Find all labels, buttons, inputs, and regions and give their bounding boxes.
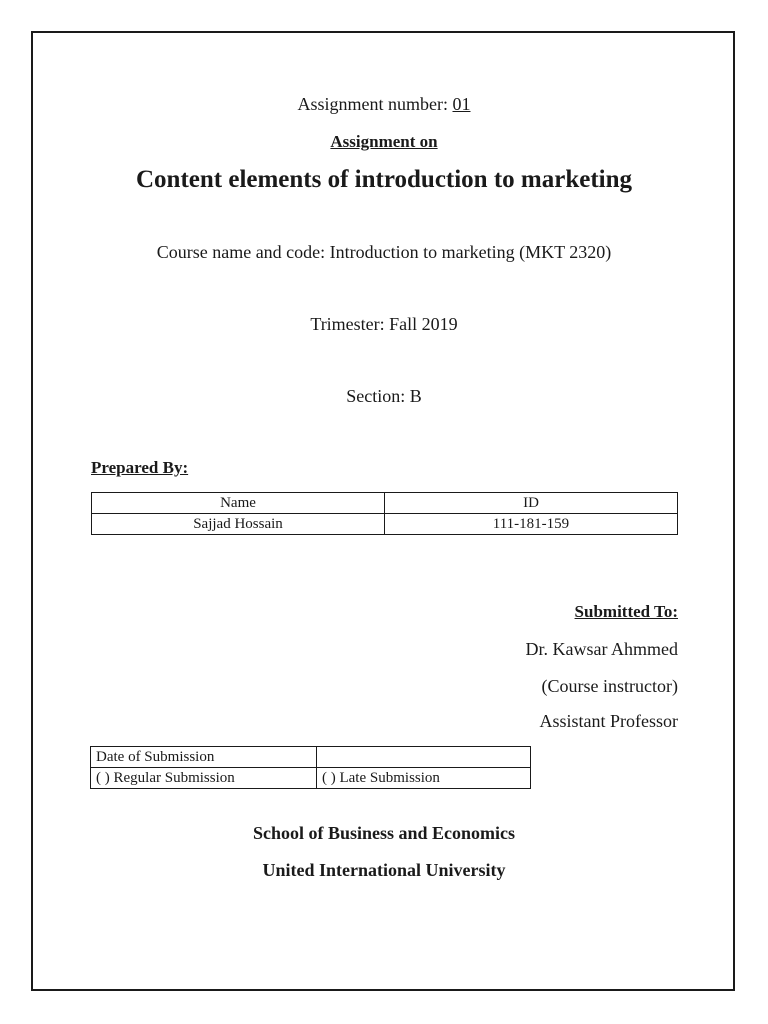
section: Section: B (346, 386, 422, 406)
late-submission-option[interactable]: ( ) Late Submission (317, 768, 531, 789)
student-table (91, 492, 678, 535)
table-row (91, 747, 531, 768)
student-name: Sajjad Hossain (92, 514, 385, 535)
assignment-number (0, 94, 768, 115)
date-of-submission-label: Date of Submission (91, 747, 317, 768)
document-title: Content elements of introduction to marketing (135, 166, 633, 193)
date-of-submission-value (317, 747, 531, 768)
assignment-on-heading: Assignment on (330, 132, 438, 151)
school-name: School of Business and Economics (252, 823, 516, 843)
course-name-code: Course name and code: Introduction to marketing (MKT 2320) (156, 242, 612, 262)
assignment-number-value: 01 (452, 94, 471, 114)
trimester: Trimester: Fall 2019 (310, 314, 458, 334)
table-row (92, 514, 678, 535)
instructor-role: (Course instructor) (541, 676, 678, 696)
table-row (91, 768, 531, 789)
column-header-name: Name (92, 493, 385, 514)
assignment-number-label: Assignment number: (297, 94, 453, 114)
instructor-designation: Assistant Professor (539, 711, 678, 731)
column-header-id: ID (385, 493, 678, 514)
instructor-name: Dr. Kawsar Ahmmed (525, 639, 678, 659)
student-id: 111-181-159 (385, 514, 678, 535)
university-name: United International University (262, 860, 506, 880)
submission-table (90, 746, 531, 789)
prepared-by-heading: Prepared By: (91, 458, 189, 477)
regular-submission-option[interactable]: ( ) Regular Submission (91, 768, 317, 789)
table-header-row (92, 493, 678, 514)
submitted-to-heading: Submitted To: (574, 602, 678, 621)
